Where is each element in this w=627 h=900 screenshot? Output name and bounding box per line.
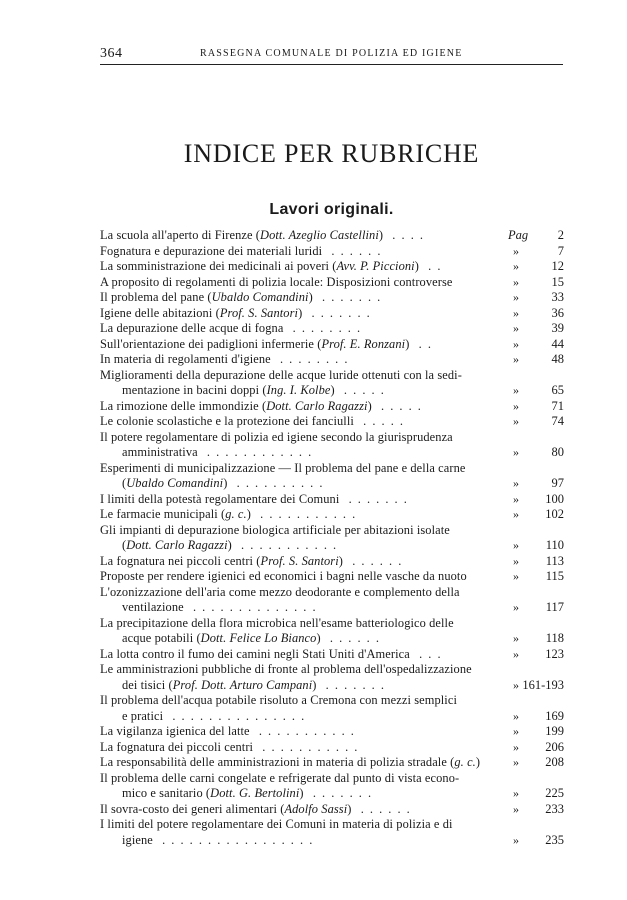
entry-author: g. c. bbox=[225, 507, 247, 521]
toc-entry bbox=[0, 569, 627, 585]
page-reference: 65 bbox=[551, 383, 564, 397]
ditto-mark: » bbox=[513, 476, 519, 490]
leader-dots: . . . . bbox=[383, 228, 425, 242]
entry-title bbox=[100, 507, 500, 523]
entry-title bbox=[100, 461, 500, 492]
entry-line bbox=[100, 585, 460, 599]
entry-line bbox=[100, 306, 371, 320]
toc-entry bbox=[0, 306, 627, 322]
toc-entry bbox=[0, 399, 627, 415]
leader-dots: . . . . . . . . . . . . . . bbox=[183, 600, 318, 614]
entry-continuation bbox=[100, 476, 500, 492]
toc-entry bbox=[0, 259, 627, 275]
entry-text: Fognatura e depurazione dei materiali luridi bbox=[100, 243, 323, 258]
toc-entry bbox=[0, 321, 627, 337]
page-reference: 115 bbox=[545, 569, 564, 583]
entry-continuation bbox=[100, 631, 500, 647]
ditto-mark: » bbox=[513, 336, 519, 351]
leader-dots: . . . . . . . bbox=[312, 290, 382, 304]
entry-text: ) bbox=[227, 538, 232, 552]
entry-line bbox=[100, 275, 453, 289]
ditto-mark: » bbox=[513, 553, 519, 568]
page-reference: 7 bbox=[557, 243, 564, 258]
entry-text: e pratici bbox=[122, 708, 164, 723]
entry-title bbox=[100, 569, 500, 585]
page-reference: 169 bbox=[545, 708, 564, 723]
entry-text: ) bbox=[330, 383, 335, 397]
entry-author: Ubaldo Comandini bbox=[126, 476, 224, 490]
toc-entry bbox=[0, 662, 627, 693]
entry-continuation bbox=[100, 445, 500, 461]
entry-text: La depurazione delle acque di fogna bbox=[100, 321, 284, 335]
ditto-mark: » bbox=[513, 414, 519, 428]
leader-dots: . . . . . . . bbox=[316, 677, 386, 692]
entry-text: ) bbox=[298, 305, 303, 320]
entry-title bbox=[100, 693, 500, 724]
entry-title bbox=[100, 228, 500, 244]
entry-text: Il problema dell'acqua potabile risoluto a Cremona con mezzi semplici bbox=[100, 693, 457, 707]
ditto-mark: » bbox=[513, 305, 519, 320]
entry-title bbox=[100, 647, 500, 663]
page-reference: 199 bbox=[545, 724, 564, 738]
entry-line bbox=[100, 244, 382, 258]
entry-line bbox=[100, 817, 453, 831]
toc-entry bbox=[0, 523, 627, 554]
entry-text: amministrativa bbox=[122, 445, 198, 459]
entry-text: ) bbox=[312, 677, 317, 692]
entry-text: La lotta contro il fumo dei camini negli Stati Uniti d'America bbox=[100, 646, 410, 661]
leader-dots: . . . . . bbox=[371, 398, 423, 413]
entry-text: acque potabili ( bbox=[122, 631, 201, 645]
entry-title bbox=[100, 724, 500, 740]
ditto-mark: » bbox=[513, 491, 519, 506]
toc-entry bbox=[0, 740, 627, 756]
toc-entry bbox=[0, 461, 627, 492]
entry-line bbox=[100, 399, 422, 413]
entry-text: I limiti del potere regolamentare dei Comuni in materia di polizia e di bbox=[100, 817, 453, 831]
entry-title bbox=[100, 585, 500, 616]
page-reference: 71 bbox=[551, 398, 564, 413]
entry-line bbox=[100, 771, 459, 785]
ditto-mark: » bbox=[513, 290, 519, 304]
ditto-mark: » bbox=[513, 352, 519, 366]
ditto-mark: » bbox=[513, 569, 519, 583]
ditto-mark: » bbox=[513, 646, 519, 661]
leader-dots: . . . . . . . . bbox=[270, 352, 349, 366]
toc-entry bbox=[0, 616, 627, 647]
entry-text: A proposito di regolamenti di polizia locale: Disposizioni controverse bbox=[100, 274, 453, 289]
entry-line bbox=[100, 724, 355, 738]
ditto-mark: » bbox=[513, 507, 519, 521]
entry-title bbox=[100, 244, 500, 260]
page-reference: 208 bbox=[545, 755, 564, 769]
entry-line bbox=[100, 430, 453, 444]
leader-dots: . . . . . bbox=[353, 414, 405, 428]
entry-text: ( bbox=[122, 538, 127, 552]
entry-title bbox=[100, 321, 500, 337]
ditto-mark: » bbox=[513, 383, 519, 397]
entry-line bbox=[100, 662, 472, 676]
entry-title bbox=[100, 771, 500, 802]
leader-dots: . . . . . . bbox=[343, 553, 403, 568]
leader-dots: . . . . . . bbox=[322, 243, 382, 258]
entry-author: Prof. E. Ronzani bbox=[321, 336, 406, 351]
entry-text: mentazione in bacini doppi ( bbox=[122, 383, 267, 397]
entry-text: ) bbox=[347, 801, 352, 816]
page-reference: 36 bbox=[551, 305, 564, 320]
toc-entry bbox=[0, 244, 627, 260]
entry-author: Prof. S. Santori bbox=[219, 305, 299, 320]
leader-dots: . . . . . . . . . . . bbox=[250, 507, 357, 521]
leader-dots: . . . . . . . . . . . . . . . bbox=[163, 708, 306, 723]
ditto-mark: » bbox=[513, 739, 519, 754]
ditto-mark: » bbox=[513, 259, 519, 273]
toc-entry bbox=[0, 337, 627, 353]
page-reference: 206 bbox=[545, 739, 564, 754]
entry-continuation bbox=[100, 383, 500, 399]
entry-title bbox=[100, 368, 500, 399]
entry-text: ( bbox=[122, 476, 127, 490]
entry-line bbox=[100, 492, 408, 506]
leader-dots: . . . . . . . bbox=[339, 491, 409, 506]
page-reference: 110 bbox=[545, 538, 564, 552]
entry-text: ) bbox=[338, 553, 344, 568]
toc-entry bbox=[0, 507, 627, 523]
entry-line bbox=[100, 740, 359, 754]
entry-text: La precipitazione della flora microbica nell'esame batteriologico delle bbox=[100, 615, 454, 630]
entry-author: Prof. S. Santori bbox=[260, 553, 339, 568]
page-reference: 113 bbox=[545, 553, 564, 568]
ditto-mark: » bbox=[513, 274, 519, 289]
entry-text: I limiti della potestà regolamentare dei Comuni bbox=[100, 491, 340, 506]
entry-line bbox=[100, 290, 382, 304]
leader-dots: . . . . . . . bbox=[302, 305, 372, 320]
entry-text: L'ozonizzazione dell'aria come mezzo deodorante e complemento della bbox=[100, 584, 460, 599]
toc-entry bbox=[0, 352, 627, 368]
ditto-mark: » bbox=[513, 677, 519, 692]
entry-title bbox=[100, 616, 500, 647]
page-reference: 44 bbox=[551, 336, 564, 351]
ditto-mark: » bbox=[513, 786, 519, 800]
entry-text: ) bbox=[414, 259, 419, 273]
entry-line bbox=[100, 755, 480, 769]
entry-line bbox=[100, 569, 467, 583]
entry-line bbox=[100, 802, 411, 816]
entry-continuation bbox=[100, 709, 500, 725]
entry-author: Avv. P. Piccioni bbox=[336, 259, 415, 273]
entry-line bbox=[100, 693, 457, 707]
entry-line bbox=[100, 352, 349, 366]
entry-text: Miglioramenti della depurazione delle acque luride ottenuti con la sedi- bbox=[100, 367, 462, 382]
running-title: RASSEGNA COMUNALE DI POLIZIA ED IGIENE bbox=[200, 48, 463, 59]
entry-title bbox=[100, 259, 500, 275]
leader-dots: . . . . . . . . . . . bbox=[249, 724, 356, 738]
leader-dots: . . . . . bbox=[334, 383, 386, 397]
ditto-mark: » bbox=[513, 538, 519, 552]
leader-dots: . . . . . . . bbox=[303, 786, 373, 800]
entry-title bbox=[100, 492, 500, 508]
entry-text: ) bbox=[367, 398, 372, 413]
page-reference: 123 bbox=[545, 646, 564, 661]
page-reference: 39 bbox=[551, 321, 564, 335]
entry-line bbox=[100, 321, 362, 335]
entry-text: ventilazione bbox=[122, 600, 184, 614]
entry-text: ) bbox=[378, 228, 384, 242]
entry-text: La vigilanza igienica del latte bbox=[100, 724, 250, 738]
entry-author: Ubaldo Comandini bbox=[211, 290, 309, 304]
entry-line bbox=[100, 259, 442, 273]
toc-entry bbox=[0, 802, 627, 818]
entry-text: Esperimenti di municipalizzazione — Il problema del pane e della carne bbox=[100, 460, 466, 475]
entry-title bbox=[100, 352, 500, 368]
entry-title bbox=[100, 802, 500, 818]
entry-line bbox=[100, 616, 454, 630]
entry-text: Le colonie scolastiche e la protezione dei fanciulli bbox=[100, 414, 354, 428]
entry-line bbox=[100, 461, 466, 475]
entry-continuation bbox=[100, 786, 500, 802]
entry-text: Il problema del pane ( bbox=[100, 290, 212, 304]
entry-author: Prof. Dott. Arturo Campani bbox=[172, 677, 313, 692]
leader-dots: . . . . . . bbox=[351, 801, 412, 816]
ditto-mark: » bbox=[513, 755, 519, 769]
entry-title bbox=[100, 290, 500, 306]
entry-line bbox=[100, 228, 425, 242]
page-number: 364 bbox=[100, 46, 123, 61]
entry-text: dei tisici ( bbox=[122, 677, 173, 692]
entry-text: La fognatura nei piccoli centri ( bbox=[100, 553, 261, 568]
entry-text: La rimozione delle immondizie ( bbox=[100, 398, 267, 413]
entry-text: Le farmacie municipali ( bbox=[100, 507, 226, 521]
toc-entry bbox=[0, 693, 627, 724]
toc-entry bbox=[0, 368, 627, 399]
entry-text: La scuola all'aperto di Firenze ( bbox=[100, 228, 261, 242]
page-reference: 2 bbox=[557, 228, 564, 242]
entry-text: Sull'orientazione dei padiglioni infermerie ( bbox=[100, 336, 322, 351]
entry-text: Gli impianti di depurazione biologica artificiale per abitazioni isolate bbox=[100, 522, 450, 537]
ditto-mark: » bbox=[513, 445, 519, 459]
toc-entry bbox=[0, 554, 627, 570]
entry-text: mico e sanitario ( bbox=[122, 786, 211, 800]
entry-text: ) bbox=[299, 786, 304, 800]
entry-author: g. c. bbox=[454, 755, 476, 769]
entry-continuation bbox=[100, 600, 500, 616]
entry-text: ) bbox=[223, 476, 228, 490]
entry-title bbox=[100, 399, 500, 415]
ditto-mark: » bbox=[513, 398, 519, 413]
entry-line bbox=[100, 507, 357, 521]
entry-title bbox=[100, 662, 500, 693]
entry-author: Dott. Carlo Ragazzi bbox=[266, 398, 368, 413]
entry-text: igiene bbox=[122, 832, 153, 847]
entry-text: Il problema delle carni congelate e refrigerate dal punto di vista econo- bbox=[100, 770, 460, 785]
toc-entry bbox=[0, 647, 627, 663]
leader-dots: . . . . . . . . . . bbox=[227, 476, 324, 490]
entry-author: Adolfo Sassi bbox=[284, 801, 348, 816]
leader-dots: . . bbox=[418, 259, 442, 273]
ditto-mark: » bbox=[513, 724, 519, 738]
toc-entry bbox=[0, 771, 627, 802]
leader-dots: . . . . . . bbox=[320, 631, 381, 645]
entry-text: Il potere regolamentare di polizia ed igiene secondo la giurisprudenza bbox=[100, 429, 453, 444]
entry-author: Dott. G. Bertolini bbox=[210, 786, 300, 800]
entry-title bbox=[100, 755, 500, 771]
toc-entry bbox=[0, 275, 627, 291]
entry-title bbox=[100, 337, 500, 353]
entry-title bbox=[100, 554, 500, 570]
toc-entry bbox=[0, 414, 627, 430]
page-reference: 235 bbox=[545, 832, 564, 847]
entry-text: ) bbox=[405, 336, 410, 351]
page-reference: 117 bbox=[545, 600, 564, 614]
leader-dots: . . bbox=[409, 336, 433, 351]
toc-entry bbox=[0, 430, 627, 461]
leader-dots: . . . . . . . . . . . bbox=[231, 538, 338, 552]
page-reference: 161-193 bbox=[522, 677, 564, 692]
toc-entry bbox=[0, 585, 627, 616]
entry-text: La somministrazione dei medicinali ai poveri ( bbox=[100, 259, 337, 273]
page-reference: 118 bbox=[545, 631, 564, 645]
entry-title bbox=[100, 523, 500, 554]
ditto-mark: » bbox=[513, 631, 519, 645]
toc-entry bbox=[0, 492, 627, 508]
entry-continuation bbox=[100, 833, 500, 849]
leader-dots: . . . . . . . . . . . bbox=[253, 739, 359, 754]
page-reference: 48 bbox=[551, 352, 564, 366]
page-reference: 33 bbox=[551, 290, 564, 304]
ditto-mark: » bbox=[513, 600, 519, 614]
toc-entry bbox=[0, 724, 627, 740]
entry-continuation bbox=[100, 538, 500, 554]
entry-title bbox=[100, 414, 500, 430]
entry-title bbox=[100, 740, 500, 756]
entry-text: Proposte per rendere igienici ed economici i bagni nelle vasche da nuoto bbox=[100, 569, 467, 583]
page-reference: 80 bbox=[551, 445, 564, 459]
entry-title bbox=[100, 306, 500, 322]
ditto-mark: » bbox=[513, 243, 519, 258]
ditto-mark: » bbox=[513, 321, 519, 335]
ditto-mark: » bbox=[513, 801, 519, 816]
entry-author: Ing. I. Kolbe bbox=[266, 383, 331, 397]
leader-dots: . . . . . . . . . . . . bbox=[197, 445, 313, 459]
entry-title bbox=[100, 817, 500, 848]
entry-title bbox=[100, 430, 500, 461]
toc-entry bbox=[0, 817, 627, 848]
entry-text: ) bbox=[308, 290, 313, 304]
entry-text: ) bbox=[475, 755, 481, 769]
ditto-mark: » bbox=[513, 832, 519, 847]
toc-entry bbox=[0, 290, 627, 306]
entry-text: ) bbox=[316, 631, 321, 645]
entry-text: Le amministrazioni pubbliche di fronte al problema dell'ospedalizzazione bbox=[100, 662, 472, 676]
page-reference: 12 bbox=[551, 259, 564, 273]
page-reference: 74 bbox=[551, 414, 564, 428]
page-reference: 225 bbox=[545, 786, 564, 800]
entry-line bbox=[100, 337, 432, 351]
entry-text: Igiene delle abitazioni ( bbox=[100, 305, 220, 320]
page-reference: 233 bbox=[545, 801, 564, 816]
entry-title bbox=[100, 275, 500, 291]
pag-label: Pag bbox=[508, 228, 529, 242]
entry-author: Dott. Felice Lo Bianco bbox=[200, 631, 317, 645]
ditto-mark: » bbox=[513, 708, 519, 723]
page-reference: 102 bbox=[545, 507, 564, 521]
entry-continuation bbox=[100, 678, 500, 694]
entry-author: Dott. Carlo Ragazzi bbox=[126, 538, 228, 552]
page-reference: 15 bbox=[551, 274, 564, 289]
section-title: Lavori originali. bbox=[269, 201, 394, 218]
entry-text: Il sovra-costo dei generi alimentari ( bbox=[100, 801, 285, 816]
entry-text: ) bbox=[246, 507, 251, 521]
toc-entry bbox=[0, 228, 627, 244]
entry-text: In materia di regolamenti d'igiene bbox=[100, 352, 271, 366]
entry-text: La fognatura dei piccoli centri bbox=[100, 739, 254, 754]
entry-line bbox=[100, 414, 405, 428]
index-title: INDICE PER RUBRICHE bbox=[183, 139, 480, 168]
entry-line bbox=[100, 554, 403, 568]
entry-line bbox=[100, 647, 442, 661]
leader-dots: . . . . . . . . . . . . . . . . . bbox=[152, 832, 314, 847]
page-reference: 97 bbox=[551, 476, 564, 490]
entry-author: Dott. Azeglio Castellini bbox=[260, 228, 379, 242]
page-reference: 100 bbox=[545, 491, 564, 506]
entry-text: La responsabilità delle amministrazioni in materia di polizia stradale ( bbox=[100, 755, 455, 769]
entry-line bbox=[100, 523, 450, 537]
entry-line bbox=[100, 368, 462, 382]
toc-entry bbox=[0, 755, 627, 771]
leader-dots: . . . bbox=[409, 646, 443, 661]
leader-dots: . . . . . . . . bbox=[283, 321, 362, 335]
